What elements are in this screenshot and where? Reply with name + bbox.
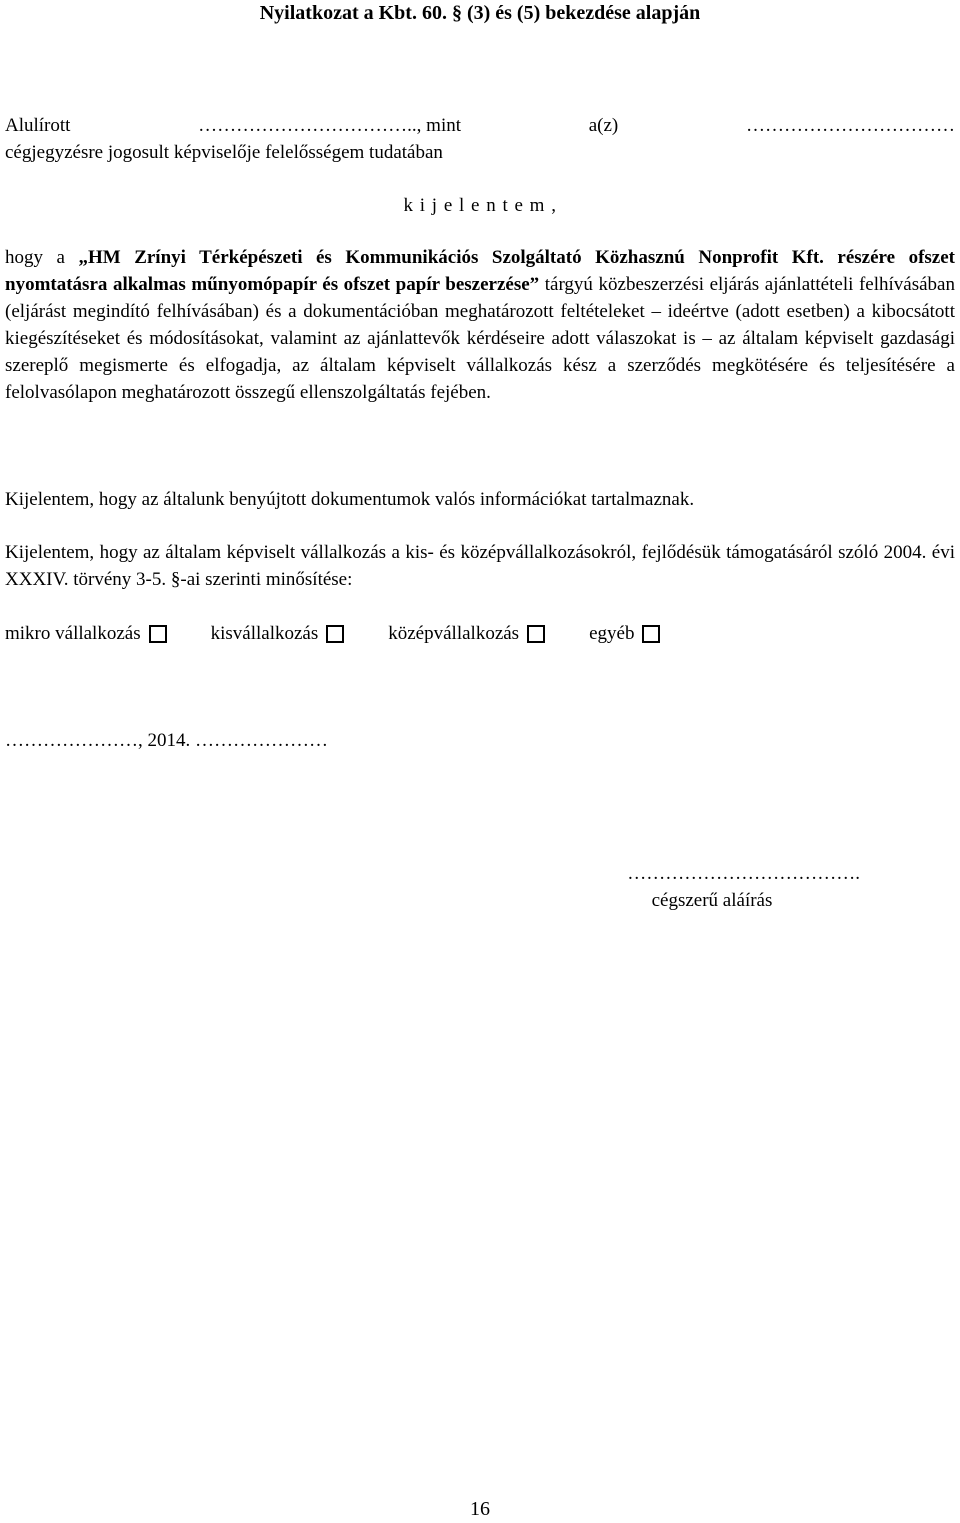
category-medium: [388, 620, 545, 647]
category-small-checkbox[interactable]: [326, 625, 344, 643]
category-other: [589, 620, 660, 647]
procurement-subject: „HM Zrínyi Térképészeti és Kommunikációs Szolgáltató Közhasznú Nonprofit Kft. részére ofszet nyomtatásra alkalmas műnyomópapír és ofszet papír beszerzése”: [5, 247, 955, 295]
category-medium-checkbox[interactable]: [527, 625, 545, 643]
main-paragraph: [5, 244, 955, 406]
intro-company-blank: ……………………………: [745, 115, 955, 136]
paragraph-documents: Kijelentem, hogy az általunk benyújtott dokumentumok valós információkat tartalmaznak.: [5, 489, 695, 510]
paragraph-sme-status: Kijelentem, hogy az általam képviselt vállalkozás a kis- és középvállalkozásokról, fejlődésük támogatásáról szóló 2004. évi XXXIV. törvény 3-5. §-ai szerinti minősítése:: [5, 542, 955, 590]
page-number: 16: [470, 1498, 490, 1520]
intro-line-1: [5, 112, 955, 139]
document-title: Nyilatkozat a Kbt. 60. § (3) és (5) bekezdése alapján: [259, 2, 701, 24]
intro-line-2: cégjegyzésre jogosult képviselője felelősségem tudatában: [5, 142, 443, 163]
signature-dots: ……………………………….: [627, 863, 860, 884]
main-rest: tárgyú közbeszerzési eljárás ajánlattételi felhívásában (eljárást megindító felhívásában) és a dokumentációban meghatározott feltételeket – ideértve (adott esetben) a kibocsátott kiegészítéseket és módosításokat, valamint az ajánlattevők kérdéseire adott válaszokat is – az általam képviselt gazdasági szereplő megismerte és elfogadja, az általam képviselt vállalkozás kész a szerződés megkötésére és teljesítésére a felolvasólapon meghatározott összegű ellenszolgáltatás fejében.: [5, 274, 955, 403]
category-checkboxes: [5, 620, 660, 647]
category-other-checkbox[interactable]: [642, 625, 660, 643]
signature-label: cégszerű aláírás: [651, 890, 773, 911]
category-micro: [5, 620, 167, 647]
intro-alulirott: Alulírott: [5, 115, 71, 136]
declare-heading: k i j e l e n t e m ,: [403, 195, 557, 216]
category-small-label: kisvállalkozás: [210, 623, 319, 644]
date-line: …………………, 2014. …………………: [5, 730, 328, 751]
intro-az: a(z): [588, 115, 619, 136]
category-other-label: egyéb: [589, 623, 635, 644]
main-prefix: hogy a: [5, 247, 79, 268]
category-medium-label: középvállalkozás: [388, 623, 520, 644]
category-micro-label: mikro vállalkozás: [5, 623, 141, 644]
category-micro-checkbox[interactable]: [149, 625, 167, 643]
intro-name-blank: …………………………….., mint: [198, 115, 462, 136]
category-small: [211, 620, 345, 647]
